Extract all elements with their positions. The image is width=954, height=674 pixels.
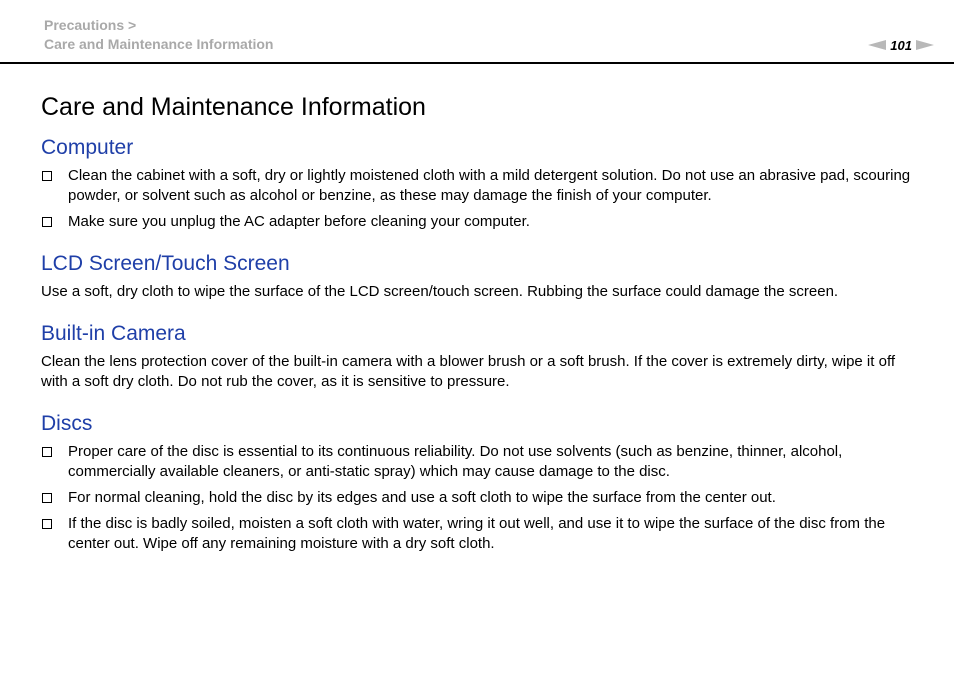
main-content [41, 90, 916, 572]
computer-list [41, 166, 916, 232]
header-divider [0, 62, 954, 64]
list-item-text: Clean the cabinet with a soft, dry or lightly moistened cloth with a mild detergent solution. Do not use an abrasive pad, scouring powder, or solvent such as alcohol or benzine, as these may damage the finish of your computer. [68, 167, 911, 204]
breadcrumb-parent[interactable]: Precautions > [44, 17, 137, 33]
breadcrumb [44, 16, 273, 54]
list-item [41, 442, 916, 482]
section-heading-built-in-camera: Built-in Camera [41, 322, 186, 345]
section-discs [41, 410, 916, 554]
page-number: 101 [890, 37, 912, 53]
list-item-text: For normal cleaning, hold the disc by its edges and use a soft cloth to wipe the surface from the center out. [68, 489, 776, 506]
section-lcd-screen [41, 250, 916, 302]
previous-page-icon[interactable] [868, 40, 886, 50]
section-heading-discs: Discs [41, 412, 93, 435]
checkbox-bullet-icon [42, 171, 52, 181]
list-item [41, 212, 916, 232]
built-in-camera-text: Clean the lens protection cover of the built-in camera with a blower brush or a soft brush. If the cover is extremely dirty, wipe it off with a soft dry cloth. Do not rub the cover, as it is sensitive to pressure. [41, 353, 896, 390]
breadcrumb-current[interactable]: Care and Maintenance Information [44, 36, 274, 52]
next-page-icon[interactable] [916, 40, 934, 50]
pager [868, 36, 934, 54]
section-heading-computer: Computer [41, 136, 134, 159]
section-heading-lcd-screen: LCD Screen/Touch Screen [41, 252, 290, 275]
list-item-text: Make sure you unplug the AC adapter before cleaning your computer. [68, 213, 530, 230]
checkbox-bullet-icon [42, 519, 52, 529]
list-item [41, 514, 916, 554]
discs-list [41, 442, 916, 554]
section-computer [41, 134, 916, 232]
checkbox-bullet-icon [42, 217, 52, 227]
page-title: Care and Maintenance Information [41, 93, 426, 121]
checkbox-bullet-icon [42, 493, 52, 503]
lcd-screen-text: Use a soft, dry cloth to wipe the surface of the LCD screen/touch screen. Rubbing the surface could damage the screen. [41, 283, 839, 300]
list-item [41, 488, 916, 508]
checkbox-bullet-icon [42, 447, 52, 457]
list-item-text: If the disc is badly soiled, moisten a soft cloth with water, wring it out well, and use it to wipe the surface of the disc from the center out. Wipe off any remaining moisture with a dry soft cloth. [68, 515, 886, 552]
list-item [41, 166, 916, 206]
section-built-in-camera [41, 320, 916, 392]
list-item-text: Proper care of the disc is essential to its continuous reliability. Do not use solvents (such as benzine, thinner, alcohol, commercially available cleaners, or anti-static spray) which may cause damage to the disc. [68, 443, 843, 480]
